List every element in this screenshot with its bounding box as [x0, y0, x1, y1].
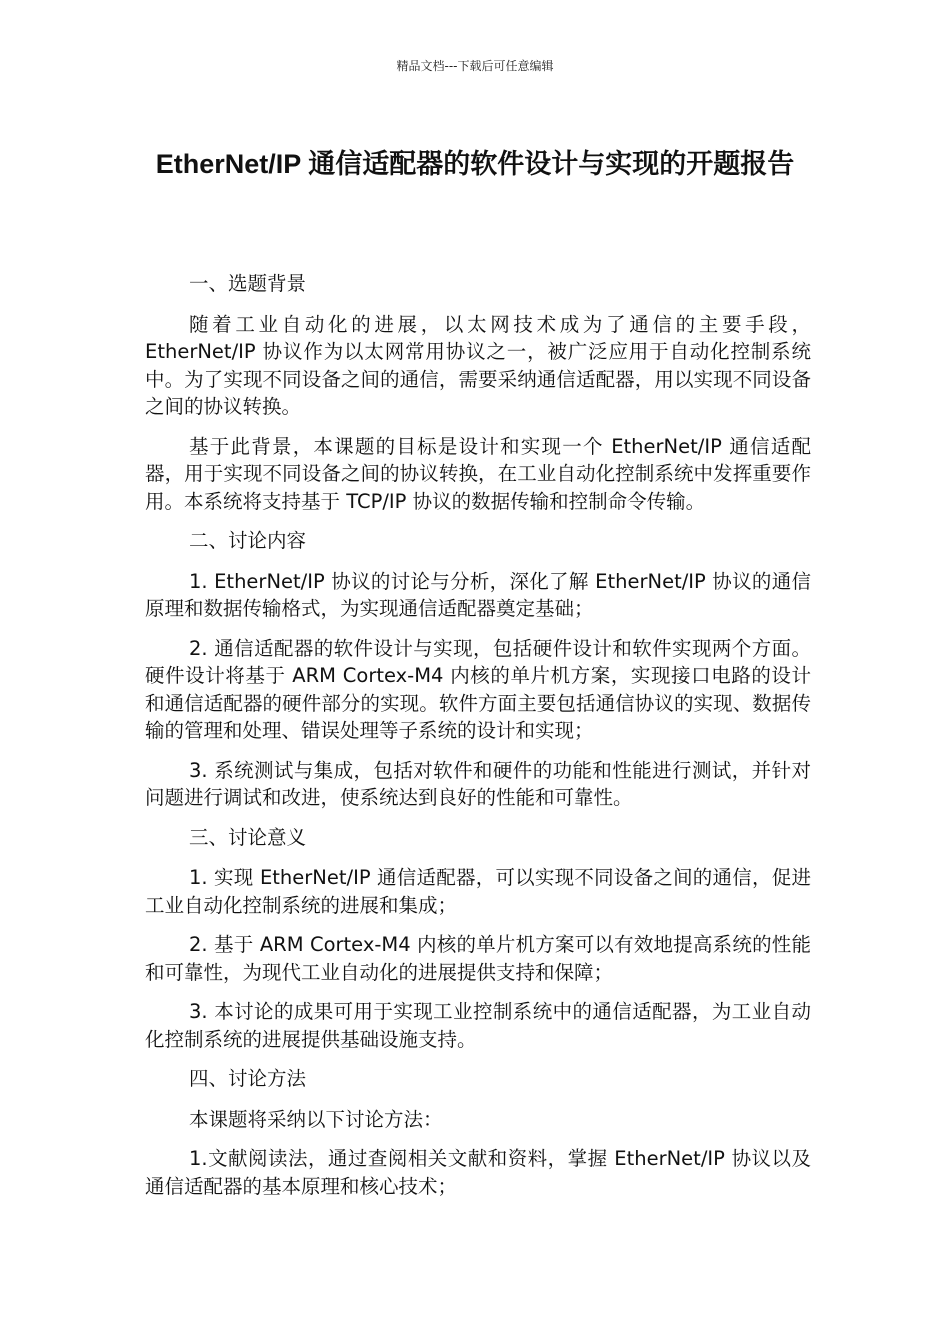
list-item: 1. 实现 EtherNet/IP 通信适配器，可以实现不同设备之间的通信，促进工业自动化控制系统的进展和集成；: [145, 866, 811, 917]
list-item: 3. 系统测试与集成，包括对软件和硬件的功能和性能进行测试，并针对问题进行调试和改进，使系统达到良好的性能和可靠性。: [145, 758, 811, 809]
paragraph: 本课题将采纳以下讨论方法：: [189, 1107, 443, 1131]
list-item: 3. 本讨论的成果可用于实现工业控制系统中的通信适配器，为工业自动化控制系统的进展提供基础设施支持。: [145, 1000, 811, 1051]
section-heading-methods: 四、讨论方法: [189, 1067, 307, 1090]
section-heading-significance: 三、讨论意义: [189, 825, 307, 849]
document-body: [145, 270, 811, 1212]
paragraph: 基于此背景，本课题的目标是设计和实现一个 EtherNet/IP 通信适配器，用于实现不同设备之间的协议转换，在工业自动化控制系统中发挥重要作用。本系统将支持基于 TCP/IP 协议的数据传输和控制命令传输。: [145, 434, 811, 513]
list-item: 2. 通信适配器的软件设计与实现，包括硬件设计和软件实现两个方面。硬件设计将基于 ARM Cortex-M4 内核的单片机方案，实现接口电路的设计和通信适配器的硬件部分的实现。软件方面主要包括通信协议的实现、数据传输的管理和处理、错误处理等子系统的设计和实现；: [145, 636, 811, 742]
list-item: 2. 基于 ARM Cortex-M4 内核的单片机方案可以有效地提高系统的性能和可靠性，为现代工业自动化的进展提供支持和保障；: [145, 933, 811, 984]
paragraph: 随着工业自动化的进展，以太网技术成为了通信的主要手段，EtherNet/IP 协议作为以太网常用协议之一，被广泛应用于自动化控制系统中。为了实现不同设备之间的通信，需要采纳通信适配器，用以实现不同设备之间的协议转换。: [145, 312, 811, 418]
section-heading-background: 一、选题背景: [189, 272, 307, 295]
section-heading-content: 二、讨论内容: [189, 529, 307, 552]
document-title: EtherNet/IP 通信适配器的软件设计与实现的开题报告: [155, 149, 795, 179]
list-item: 1.文献阅读法，通过查阅相关文献和资料，掌握 EtherNet/IP 协议以及通信适配器的基本原理和核心技术；: [145, 1147, 811, 1198]
header-note: 精品文档---下载后可任意编辑: [396, 59, 554, 73]
list-item: 1. EtherNet/IP 协议的讨论与分析，深化了解 EtherNet/IP 协议的通信原理和数据传输格式，为实现通信适配器奠定基础；: [145, 569, 811, 620]
